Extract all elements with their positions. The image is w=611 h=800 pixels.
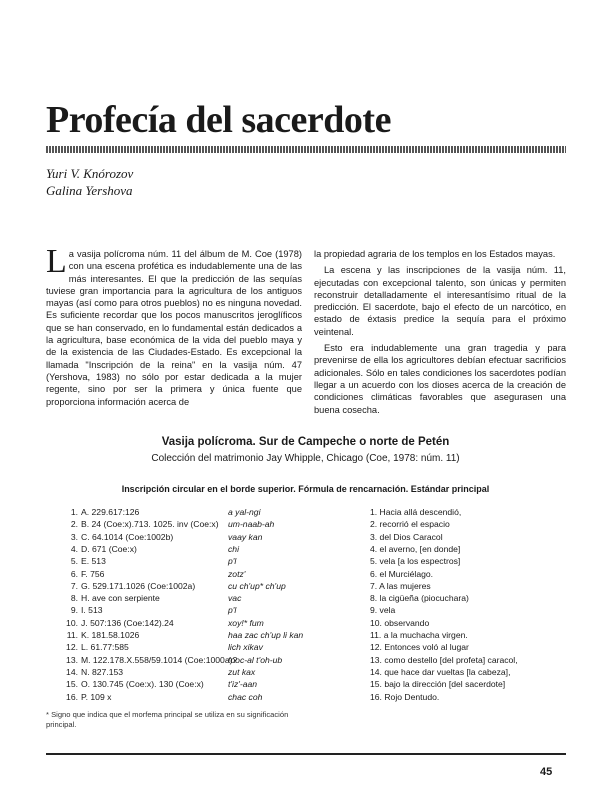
table-row [60, 593, 580, 604]
row-reading: a yal-ngi [228, 507, 261, 517]
row-reading: xoy!* fum [228, 617, 264, 628]
table-row [60, 581, 580, 592]
authors [46, 165, 133, 199]
row-reading: lich xikav [228, 642, 263, 653]
row-translation: 5. vela [a los espectros] [370, 556, 461, 567]
row-reference: L. 61.77:585 [81, 642, 129, 653]
table-row [60, 605, 580, 616]
row-translation: 16. Rojo Dentudo. [370, 691, 440, 702]
inscription-title: Inscripción circular en el borde superior. Fórmula de rencarnación. Estándar principal [121, 484, 490, 494]
row-reference: B. 24 (Coe:x).713. 1025. inv (Coe:x) [81, 519, 219, 530]
row-reading: p'l [228, 556, 237, 567]
row-reading: cu ch'up* ch'up [228, 580, 286, 591]
row-reading: vaay kan [228, 531, 263, 542]
row-reading: zut kax [228, 666, 256, 677]
row-translation: 4. el averno, [en donde] [370, 543, 461, 554]
row-number: 14. [66, 666, 78, 677]
row-reading: haa zac ch'up li kan [228, 630, 304, 640]
author-1: Yuri V. Knórozov [46, 166, 134, 181]
table-row [60, 679, 580, 690]
row-reading: chi [228, 543, 239, 554]
drop-cap: L [46, 243, 67, 280]
row-reference: F. 756 [81, 568, 105, 579]
row-translation: 11. a la muchacha virgen. [370, 630, 468, 640]
row-translation: 7. A las mujeres [370, 580, 431, 591]
row-translation: 6. el Murciélago. [370, 568, 434, 579]
table-row [60, 519, 580, 530]
row-reference: I. 513 [81, 605, 103, 616]
table-row [60, 569, 580, 580]
row-number: 5. [70, 556, 78, 567]
row-translation: 1. Hacia allá descendió, [370, 507, 462, 517]
page-number: 45 [540, 766, 553, 778]
row-reference: G. 529.171.1026 (Coe:1002a) [81, 580, 196, 591]
title-rule [46, 146, 566, 153]
table-row [60, 618, 580, 629]
paragraph-4: Esto era indudablemente una gran tragedia y para prevenirse de ella los agricultores debían efectuar sacrificios adicionales. Sólo en tales condiciones los sacerdotes podían llegar a un acuerdo con los dioses acerca de la creación de condiciones climáticas favorables que asegurasen una buena cosecha. [314, 343, 566, 415]
table-row [60, 556, 580, 567]
row-reference: P. 109 x [81, 691, 112, 702]
section-subtitle: Colección del matrimonio Jay Whipple, Chicago (Coe, 1978: núm. 11) [151, 453, 460, 464]
bottom-rule [46, 753, 566, 755]
table-row [60, 692, 580, 703]
row-translation: 10. observando [370, 617, 430, 628]
row-number: 7. [70, 580, 78, 591]
row-translation: 15. bajo la dirección [del sacerdote] [370, 679, 506, 690]
paragraph-1 [46, 243, 302, 408]
row-number: 2. [70, 519, 78, 530]
row-number: 8. [70, 593, 78, 604]
row-number: 6. [70, 568, 78, 579]
row-number: 15. [66, 679, 78, 690]
row-reading: um-naab-ah [228, 519, 275, 530]
row-number: 10. [66, 617, 78, 628]
table-row [60, 630, 580, 641]
row-reference: C. 64.1014 (Coe:1002b) [81, 531, 174, 542]
row-translation: 12. Entonces voló al lugar [370, 642, 469, 653]
paragraph-2: la propiedad agraria de los templos en los Estados mayas. [314, 249, 556, 259]
row-reference: N. 827.153 [81, 666, 124, 677]
row-reference: M. 122.178.X.558/59.1014 (Coe:1000a)? [81, 654, 238, 665]
row-number: 3. [70, 531, 78, 542]
author-2: Galina Yershova [46, 183, 133, 198]
row-number: 11. [66, 630, 78, 640]
row-reading: chac coh [228, 691, 263, 702]
row-number: 1. [70, 507, 78, 517]
row-number: 12. [66, 642, 78, 653]
row-reading: t'iz'-aan [228, 679, 258, 690]
row-number: 13. [66, 654, 78, 665]
paragraph-3: La escena y las inscripciones de la vasija núm. 11, ejecutadas con excepcional talento, son únicas y permiten reconstruir detalladamente el interesantísimo ritual de la predicción. El sacerdote, bajo el efecto de un narcótico, en estado de éxtasis predice la sequía para el próximo veintenal. [314, 265, 566, 337]
table-row [60, 532, 580, 543]
table-row [60, 667, 580, 678]
row-translation: 3. del Dios Caracol [370, 531, 443, 542]
row-reference: E. 513 [81, 556, 106, 567]
paragraph-1-text: a vasija polícroma núm. 11 del álbum de M. Coe (1978) con una escena profética es indudablemente una de las más interesantes. El que la predicción de las sequías tuviese gran importancia para la agricultura de los antiguos mayas (así como para otros pueblos) no es ninguna novedad. Es suficiente recordar que los pocos manuscritos jeroglíficos que se han conservado, en lo fundamental están dedicados a la agricultura, base económica de la vida del pueblo maya y de la existencia de las Ciudades-Estado. Es excepcional la llamada "Inscripción de la reina" en la vasija núm. 47 (Yershova, 1983) no sólo por estar dedicada a la mujer regente, sino por ser la primera y única fuente que proporciona información acerca de [46, 249, 302, 407]
row-reading: zotz' [228, 568, 246, 579]
footnote: * Signo que indica que el morfema principal se utiliza en su significación principal. [46, 710, 289, 729]
row-reference: H. ave con serpiente [81, 593, 160, 604]
body-column-left [46, 243, 302, 412]
row-reading: p'l [228, 605, 237, 616]
row-reading: vac [228, 593, 242, 604]
row-reference: A. 229.617:126 [81, 507, 140, 517]
row-reference: J. 507:136 (Coe:142).24 [81, 617, 174, 628]
row-translation: 8. la cigüeña (piocuchara) [370, 593, 469, 604]
row-reference: D. 671 (Coe:x) [81, 543, 137, 554]
table-row [60, 544, 580, 555]
row-number: 16. [66, 691, 78, 702]
row-translation: 14. que hace dar vueltas [la cabeza], [370, 666, 511, 677]
row-reading: tooc-al t'oh-ub [228, 654, 283, 665]
body-column-right [314, 248, 566, 420]
article-title: Profecía del sacerdote [46, 99, 391, 141]
row-number: 9. [70, 605, 78, 616]
section-title: Vasija polícroma. Sur de Campeche o norte de Petén [161, 436, 450, 448]
table-row [60, 642, 580, 653]
row-translation: 9. vela [370, 605, 396, 616]
row-translation: 13. como destello [del profeta] caracol, [370, 654, 518, 665]
row-reference: O. 130.745 (Coe:x). 130 (Coe:x) [81, 679, 204, 690]
table-row [60, 655, 580, 666]
row-number: 4. [70, 543, 78, 554]
row-reference: K. 181.58.1026 [81, 630, 140, 640]
row-translation: 2. recorrió el espacio [370, 519, 450, 530]
table-row [60, 507, 580, 518]
